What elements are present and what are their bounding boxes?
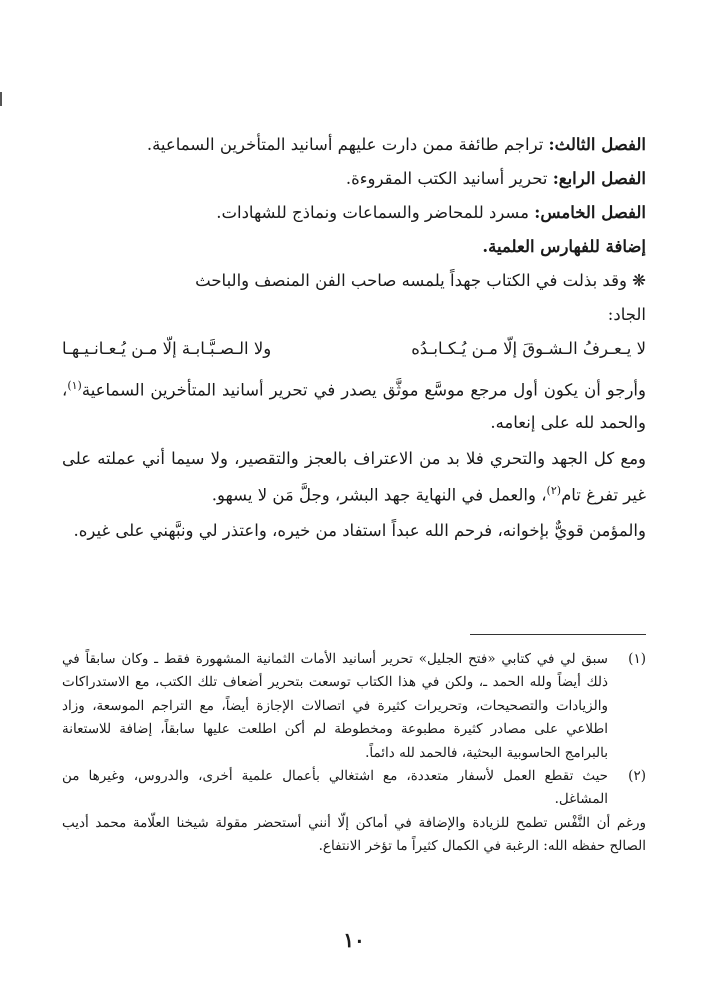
effort-text: ومع كل الجهد والتحري فلا بد من الاعتراف بالعجز والتقصير، ولا سيما أني عملته على غير تفرغ تام [62,448,646,504]
footnote-separator [470,634,646,635]
footnote-ref-1: (١) [67,379,82,392]
footnote-1 [62,648,646,765]
chapter-3-label: الفصل الثالث: [548,135,646,154]
chapter-3-text: تراجم طائفة ممن دارت عليهم أسانيد المتأخرين السماعية. [146,135,544,154]
page-number: ١٠ [343,928,365,952]
footnotes [62,648,646,859]
chapter-5-text: مسرد للمحاضر والسماعات ونماذج للشهادات. [216,203,529,222]
poem-second-hemistich: ولا الـصـبَّـابـة إلّا مـن يُـعـانـيـهـا [62,339,272,358]
chapter-4-text: تحرير أسانيد الكتب المقروءة. [345,169,548,188]
chapter-5-line [62,196,646,230]
footnote-2 [62,765,646,812]
effort-text-end: ، والعمل في النهاية جهد البشر، وجلَّ مَن لا يسهو. [211,485,547,504]
hope-text: وأرجو أن يكون أول مرجع موسَّع موثَّق يصدر في تحرير أسانيد المتأخرين السماعية [81,380,646,400]
chapter-4-label: الفصل الرابع: [552,169,646,188]
chapter-5-label: الفصل الخامس: [534,203,646,222]
intro-line-2: الجاد: [607,305,646,324]
scan-edge-mark [0,92,2,106]
footnote-1-text: سبق لي في كتابي «فتح الجليل» تحرير أسانيد الأمات الثمانية المشهورة فقط ـ وكان سابقاً في ذلك أيضاً ولله الحمد ـ، ولكن في هذا الكتاب توسعت بتحرير أضعاف تلك الكتب، مع الاستدراكات والزيادات والتصحيحات، وتحريرات كثيرة في اتصالات الإجازة أيضاً، مع التراجم الموسعة، وزاد اطلاعي على مصادر كثيرة مطبوعة ومخطوطة لم أكن اطلعت عليها سابقاً، إضافة للاستعانة بالبرامج الحاسوبية البحثية، فالحمد لله دائماً. [62,651,608,761]
chapter-4-line [62,162,646,196]
indexes-line: إضافة للفهارس العلمية. [482,237,646,256]
footnote-2-continuation: ورغم أن النَّفْس تطمح للزيادة والإضافة في أماكن إلّا أنني أستحضر مقولة شيخنا العلّامة محمد أديب الصالح حفظه الله: الرغبة في الكمال كثيراً ما تؤخر الانتفاع. [62,814,646,855]
hope-text-end: ، والحمد لله على إنعامه. [62,380,646,432]
hope-paragraph [62,370,646,439]
footnote-1-number: (١) [628,651,646,667]
effort-paragraph [62,443,646,512]
poem-first-hemistich: لا يـعـرفُ الـشـوقَ إلّا مـن يُـكـابـدُه [411,339,646,358]
footnote-2-number: (٢) [628,768,646,785]
believer-paragraph: والمؤمن قويٌّ بإخوانه، فرحم الله عبداً استفاد من خيره، واعتذر لي ونبَّهني على غيره. [73,521,646,540]
footnote-2-text: حيث تقطع العمل لأسفار متعددة، مع اشتغالي بأعمال علمية أخرى، والدروس، وغيرها من المشاغل. [62,768,608,808]
chapter-3-line [62,128,646,162]
footnote-ref-2: (٢) [546,483,562,497]
intro-line-1: ❋ وقد بذلت في الكتاب جهداً يلمسه صاحب الفن المنصف والباحث [195,271,646,290]
poem-verse [62,332,646,366]
main-text [62,128,646,547]
